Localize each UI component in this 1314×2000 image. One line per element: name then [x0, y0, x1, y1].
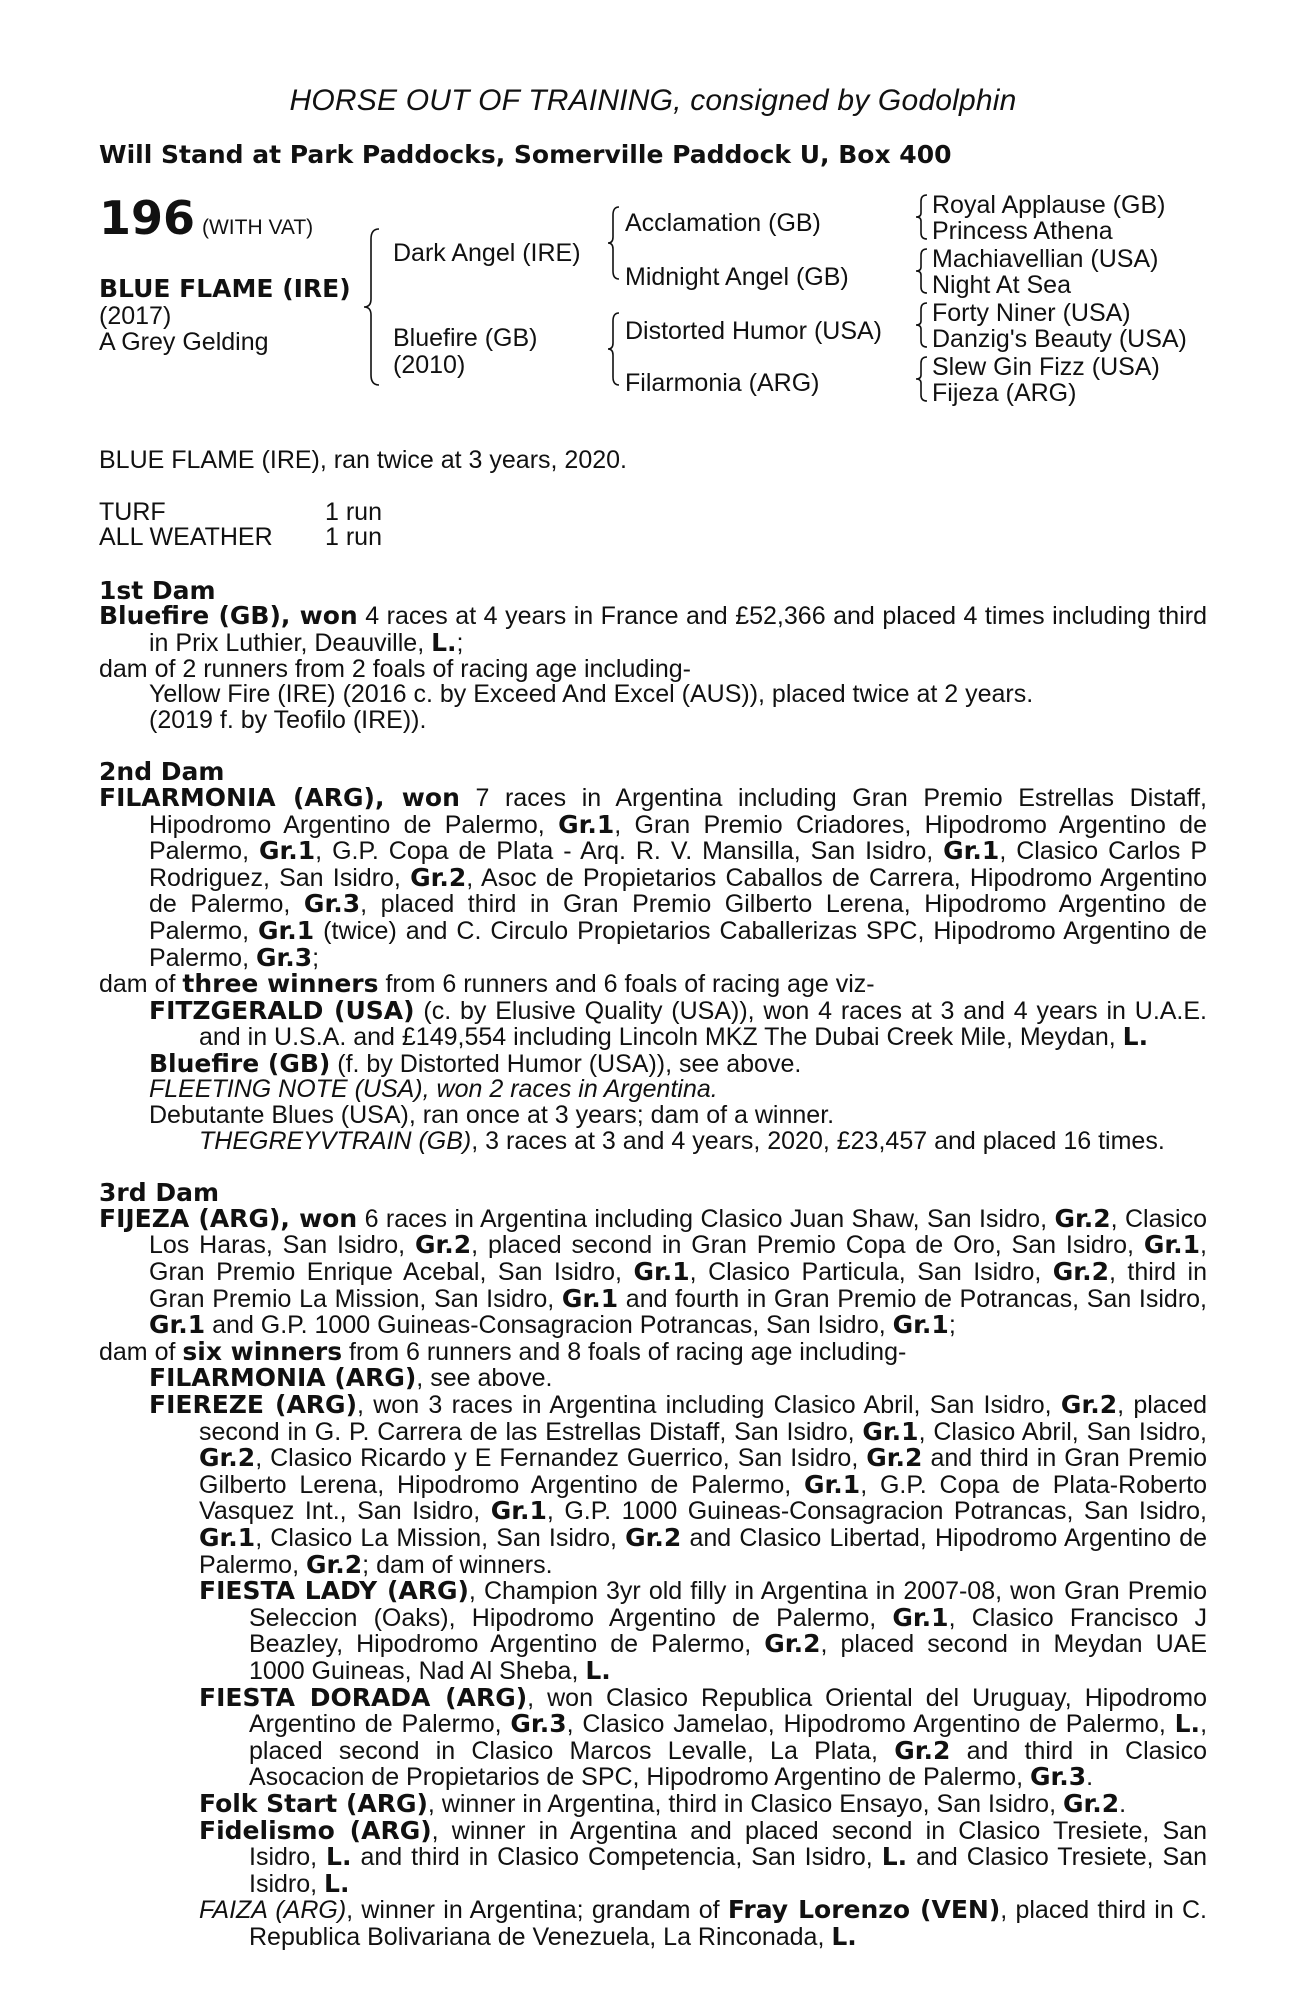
dam-record: Bluefire (GB), won 4 races at 4 years in France and £52,366 and placed 4 times including third in Prix Luthier, Deauville, L.; [99, 601, 1207, 657]
runs-row [99, 525, 1207, 551]
vat-note: (WITH VAT) [201, 216, 314, 239]
grand-produce-item: Fidelismo (ARG), winner in Argentina and placed second in Clasico Tresiete, San Isidro, L. and third in Clasico Competencia, San Isidro, L. and Clasico Tresiete, San Isidro, L. [199, 1815, 1207, 1898]
dam-dam-sire: Slew Gin Fizz (USA) [932, 353, 1160, 381]
horse-description: A Grey Gelding [99, 328, 269, 356]
produce-item: FIEREZE (ARG), won 3 races in Argentina including Clasico Abril, San Isidro, Gr.2, placed second in G. P. Carrera de las Estrellas Distaff, San Isidro, Gr.1, Clasico Abril, San Isidro, Gr.2, Clasico Ricardo y E Fernandez Guerrico, San Isidro, Gr.2 and third in Gran Premio Gilberto Lerena, Hipodromo Argentino de Palermo, Gr.1, G.P. Copa de Plata-Roberto Vasquez Int., San Isidro, Gr.1, G.P. 1000 Guineas-Consagracion Potrancas, San Isidro, Gr.1, Clasico La Mission, San Isidro, Gr.2 and Clasico Libertad, Hipodromo Argentino de Palermo, Gr.2; dam of winners. [149, 1390, 1208, 1579]
produce-item: Bluefire (GB) (f. by Distorted Humor (USA)), see above. [149, 1048, 802, 1078]
first-dam-section [99, 575, 1207, 734]
horse-name: Bluefire (GB) [99, 601, 281, 631]
sire-dam-sire: Machiavellian (USA) [932, 245, 1159, 273]
runs-table [99, 497, 1207, 552]
section-heading: 2nd Dam [99, 757, 225, 787]
grand-produce-item: FIESTA LADY (ARG), Champion 3yr old filly in Argentina in 2007-08, won Gran Premio Seleccion (Oaks), Hipodromo Argentino de Palermo, Gr.1, Clasico Francisco J Beazley, Hipodromo Argentino de Palermo, Gr.2, placed second in Meydan UAE 1000 Guineas, Nad Al Sheba, L. [199, 1576, 1207, 1685]
horse-name: FILARMONIA (ARG) [99, 782, 375, 812]
page-header: HORSE OUT OF TRAINING, consigned by Godolphin [289, 84, 1017, 117]
produce-item: FITZGERALD (USA) (c. by Elusive Quality (USA)), won 4 races at 3 and 4 years in U.A.E. and in U.S.A. and £149,554 including Lincoln MKZ The Dubai Creek Mile, Meydan, L. [149, 995, 1208, 1052]
dam-year: (2010) [393, 351, 466, 379]
dam-record: FIJEZA (ARG), won 6 races in Argentina including Clasico Juan Shaw, San Isidro, Gr.2, Clasico Los Haras, San Isidro, Gr.2, placed second in Gran Premio Copa de Oro, San Isidro, Gr.1, Gran Premio Enrique Acebal, San Isidro, Gr.1, Clasico Particula, San Isidro, Gr.2, third in Gran Premio La Mission, San Isidro, Gr.1 and fourth in Gran Premio de Potrancas, San Isidro, Gr.1 and G.P. 1000 Guineas-Consagracion Potrancas, San Isidro, Gr.1; [99, 1203, 1207, 1340]
dam-dam: Filarmonia (ARG) [625, 369, 820, 397]
produce-intro: dam of six winners from 6 runners and 8 foals of racing age including- [99, 1336, 907, 1366]
catalogue-page [99, 0, 1207, 1950]
sire-sire-dam: Princess Athena [932, 217, 1113, 245]
sire-dam-dam: Night At Sea [932, 271, 1071, 299]
sire-sire: Acclamation (GB) [625, 209, 821, 237]
section-heading: 1st Dam [99, 575, 216, 605]
runs-surface: TURF [99, 497, 166, 526]
dam-sire: Distorted Humor (USA) [625, 317, 882, 345]
dam-sire-dam: Danzig's Beauty (USA) [932, 325, 1187, 353]
sd-brace [915, 247, 931, 295]
lot-number-line [99, 191, 313, 245]
race-summary: BLUE FLAME (IRE), ran twice at 3 years, 2020. [99, 446, 627, 474]
second-dam-section [99, 759, 1207, 1154]
lot-number: 196 [99, 191, 196, 245]
stand-location: Will Stand at Park Paddocks, Somerville Paddock U, Box 400 [99, 140, 952, 169]
produce-item: FILARMONIA (ARG), see above. [149, 1363, 553, 1393]
ss-brace [915, 193, 931, 241]
produce-item: Debutante Blues (USA), ran once at 3 years; dam of a winner. [149, 1101, 835, 1130]
dam-sire-sire: Forty Niner (USA) [932, 299, 1131, 327]
produce-item: Yellow Fire (IRE) (2016 c. by Exceed And Excel (AUS)), placed twice at 2 years. [149, 680, 1034, 709]
horse-year: (2017) [99, 302, 172, 330]
runs-count: 1 run [325, 523, 382, 552]
runs-surface: ALL WEATHER [99, 523, 273, 552]
ds-brace [915, 301, 931, 349]
produce-item: FLEETING NOTE (USA), won 2 races in Argentina. [149, 1075, 718, 1104]
grand-produce-item: FAIZA (ARG), winner in Argentina; grandam of Fray Lorenzo (VEN), placed third in C. Republica Bolivariana de Venezuela, La Rinconada, L. [199, 1895, 1208, 1951]
pedigree [99, 191, 1207, 421]
sire: Dark Angel (IRE) [393, 239, 581, 267]
grand-produce-item: FIESTA DORADA (ARG), won Clasico Republica Oriental del Uruguay, Hipodromo Argentino de Palermo, Gr.3, Clasico Jamelao, Hipodromo Argentino de Palermo, L., placed second in Clasico Marcos Levalle, La Plata, Gr.2 and third in Clasico Asocacion de Propietarios de SPC, Hipodromo Argentino de Palermo, Gr.3. [199, 1682, 1208, 1792]
sire-brace [607, 205, 627, 281]
runs-row [99, 497, 1207, 526]
sire-dam: Midnight Angel (GB) [625, 263, 849, 291]
dam-dam-dam: Fijeza (ARG) [932, 379, 1077, 407]
produce-intro: dam of three winners from 6 runners and 6 foals of racing age viz- [99, 969, 875, 999]
runs-count: 1 run [325, 497, 382, 526]
dam-record: FILARMONIA (ARG), won 7 races in Argentina including Gran Premio Estrellas Distaff, Hipodromo Argentino de Palermo, Gr.1, Gran Premio Criadores, Hipodromo Argentino de Palermo, Gr.1, G.P. Copa de Plata - Arq. R. V. Mansilla, San Isidro, Gr.1, Clasico Carlos P Rodriguez, San Isidro, Gr.2, Asoc de Propietarios Caballos de Carrera, Hipodromo Argentino de Palermo, Gr.3, placed third in Gran Premio Gilberto Lerena, Hipodromo Argentino de Palermo, Gr.1 (twice) and C. Circulo Propietarios Caballerizas SPC, Hipodromo Argentino de Palermo, Gr.3; [99, 782, 1208, 972]
third-dam-section [99, 1180, 1207, 1950]
horse-name: BLUE FLAME (IRE) [99, 274, 351, 303]
sire-sire-sire: Royal Applause (GB) [932, 191, 1166, 219]
horse-name: FIJEZA (ARG) [99, 1203, 281, 1233]
section-heading: 3rd Dam [99, 1178, 219, 1208]
dam: Bluefire (GB) [393, 324, 538, 352]
produce-intro: dam of 2 runners from 2 foals of racing age including- [99, 654, 691, 683]
produce-item: THEGREYVTRAIN (GB), 3 races at 3 and 4 years, 2020, £23,457 and placed 16 times. [199, 1126, 1165, 1155]
pedigree-brace [363, 227, 387, 387]
grand-produce-item: Folk Start (ARG), winner in Argentina, third in Clasico Ensayo, San Isidro, Gr.2. [199, 1788, 1127, 1818]
dd-brace [915, 355, 931, 403]
dam-brace [607, 311, 627, 387]
produce-item: (2019 f. by Teofilo (IRE)). [149, 705, 427, 734]
